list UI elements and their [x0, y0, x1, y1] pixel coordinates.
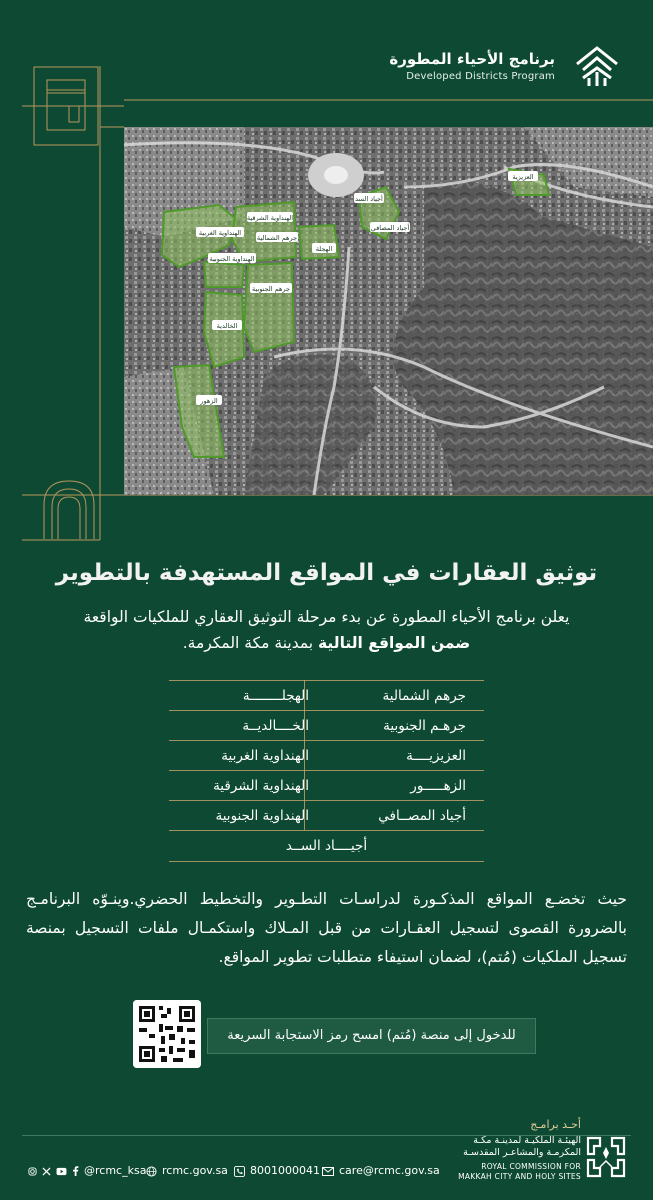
site-jurhum-north: جرهم الشمالية	[382, 688, 466, 704]
row-divider	[169, 861, 484, 862]
site-jurhum-south: جرهـم الجنوبية	[383, 718, 466, 734]
royal-commission-logo	[431, 1118, 581, 1182]
site-ajyad-masafi: أجياد المصــافي	[378, 808, 466, 824]
page-title: توثيق العقارات في المواقع المستهدفة بالتطوير	[55, 560, 598, 586]
table-row	[169, 740, 484, 770]
site-aziziyah: العزيزيــــة	[406, 748, 466, 764]
commission-name-ar-2: المكرمـة والمشاعـر المقدسـة	[463, 1147, 581, 1158]
qr-code[interactable]	[133, 1000, 201, 1068]
commission-name-en-2: MAKKAH CITY AND HOLY SITES	[458, 1172, 581, 1181]
commission-name-en-1: ROYAL COMMISSION FOR	[481, 1162, 581, 1171]
site-zuhur: الزهـــــور	[410, 778, 466, 794]
x-twitter-icon	[42, 1167, 51, 1176]
table-row	[169, 680, 484, 710]
intro-text	[40, 604, 613, 656]
table-row	[169, 800, 484, 830]
phone-icon	[234, 1166, 245, 1177]
site-hindawiyah-south: الهنداوية الجنوبية	[215, 808, 309, 824]
map-label-jurhum-south: جرهم الجنوبية	[252, 285, 290, 293]
table-row	[169, 770, 484, 800]
intro-line-2-rest: بمدينة مكة المكرمة.	[182, 634, 319, 652]
social-handle-text: @rcmc_ksa	[84, 1164, 147, 1177]
table-row	[169, 710, 484, 740]
commission-name-ar	[431, 1135, 581, 1159]
site-hindawiyah-east: الهنداوية الشرقية	[213, 778, 309, 794]
website-link[interactable]	[146, 1161, 228, 1181]
program-logo-text	[389, 50, 555, 82]
intro-highlight: ضمن المواقع التالية	[318, 634, 471, 652]
intro-line-1: يعلن برنامج الأحياء المطورة عن بدء مرحلة التوثيق العقاري للملكيات الواقعة	[83, 608, 570, 626]
program-name-ar: برنامج الأحياء المطورة	[389, 50, 555, 68]
program-logo-icon	[569, 42, 625, 90]
one-of-programs: أحـد برامـج	[530, 1118, 581, 1131]
arch-icon	[40, 477, 98, 539]
intro-line-2	[40, 630, 613, 656]
email-text: care@rcmc.gov.sa	[339, 1164, 440, 1177]
facebook-icon	[72, 1166, 79, 1176]
map-label-aziziyah: العزيزية	[512, 173, 534, 181]
sites-table	[169, 680, 484, 862]
map-label-zuhur: الزهور	[200, 397, 218, 405]
website-text: rcmc.gov.sa	[162, 1164, 228, 1177]
email-link[interactable]	[322, 1161, 440, 1181]
map-label-hijlah: الهجلة	[315, 245, 333, 253]
phone-text: 8001000041	[250, 1164, 320, 1177]
site-hindawiyah-west: الهنداوية الغربية	[221, 748, 309, 764]
program-name-en: Developed Districts Program	[406, 71, 555, 82]
commission-name-ar-1: الهيئـة الملكيـة لمدينـة مكـة	[473, 1135, 581, 1146]
site-ajyad-sad: أجيــــاد الســد	[285, 838, 368, 854]
commission-name-en	[431, 1162, 581, 1182]
satellite-map	[124, 127, 653, 495]
map-label-khalidiyah: الخالدية	[216, 322, 238, 330]
youtube-icon	[56, 1167, 67, 1176]
map-label-ajyad-masafi: أجياد المصافي	[370, 224, 410, 232]
social-handles[interactable]	[28, 1161, 146, 1181]
qr-instruction: للدخول إلى منصة (مُتم) امسح رمز الاستجابة السريعة	[207, 1018, 536, 1054]
map-label-jurhum-north: جرهم الشمالية	[256, 234, 298, 242]
map-label-hindawiyah-west: الهنداوية الغربية	[198, 229, 242, 237]
map-label-hindawiyah-east: الهنداوية الشرقية	[246, 214, 294, 222]
royal-commission-emblem-icon	[585, 1133, 627, 1181]
site-khalidiyah: الخــــالديــة	[242, 718, 309, 734]
globe-icon	[146, 1166, 157, 1177]
program-header	[325, 42, 625, 92]
body-paragraph: حيث تخضـع المواقع المذكـورة لدراسـات التطـوير والتخطيط الحضري.وينـوّه البرنامـج بالضرورة القصوى لتسجيل العقـارات من قبل المـلاك واستكمـال ملفات التسجيل بمنصة تسجيل الملكيات (مُتم)، لضمان استيفاء متطلبات تطوير المواقع.	[26, 890, 627, 966]
map-label-hindawiyah-south: الهنداوية الجنوبية	[209, 255, 255, 263]
phone-link[interactable]	[234, 1161, 320, 1181]
map-label-ajyad-sad: أجياد السد	[355, 195, 383, 203]
instagram-icon	[28, 1167, 37, 1176]
site-hijlah: الهجلــــــــة	[242, 688, 309, 704]
mail-icon	[322, 1167, 334, 1176]
table-row	[169, 830, 484, 860]
